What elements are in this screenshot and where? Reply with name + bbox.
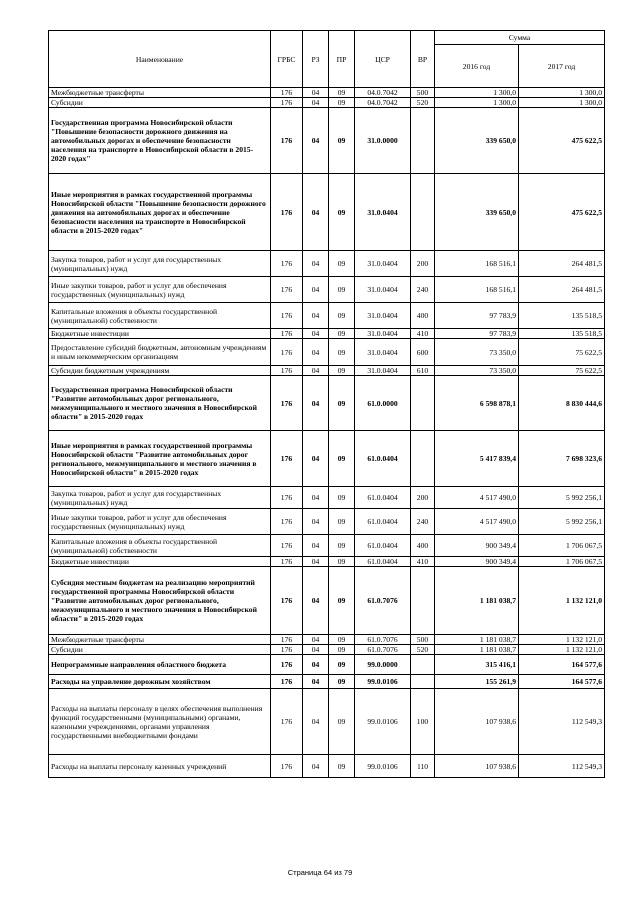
cell-name: Межбюджетные трансферты bbox=[49, 88, 271, 98]
cell-name: Закупка товаров, работ и услуг для государственных (муниципальных) нужд bbox=[49, 487, 271, 509]
table-row bbox=[49, 557, 605, 567]
cell-y2016: 315 416,1 bbox=[435, 655, 519, 675]
cell-vr bbox=[411, 431, 435, 487]
cell-y2017: 475 622,5 bbox=[519, 174, 605, 251]
budget-table-sheet bbox=[48, 30, 604, 778]
table-row bbox=[49, 755, 605, 778]
cell-grbs: 176 bbox=[271, 689, 303, 755]
cell-name: Иные закупки товаров, работ и услуг для обеспечения государственных (муниципальных) нужд bbox=[49, 277, 271, 303]
cell-y2017: 164 577,6 bbox=[519, 655, 605, 675]
cell-y2017: 1 132 121,0 bbox=[519, 635, 605, 645]
cell-pr: 09 bbox=[329, 487, 355, 509]
cell-name: Предоставление субсидий бюджетным, автономным учреждениям и иным некоммерческим организациям bbox=[49, 339, 271, 366]
cell-y2016: 107 938,6 bbox=[435, 755, 519, 778]
cell-name: Субсидия местным бюджетам на реализацию мероприятий государственной программы Новосибирской области "Развитие автомобильных дорог регионального, межмуниципального и местного значения в Новосибирской области" в 2015-2020 годах bbox=[49, 567, 271, 635]
page-number: Страница 64 из 79 bbox=[287, 868, 353, 877]
cell-y2017: 135 518,5 bbox=[519, 303, 605, 329]
cell-y2016: 168 516,1 bbox=[435, 251, 519, 277]
cell-name: Расходы на управление дорожным хозяйством bbox=[49, 675, 271, 689]
cell-csr: 99.0.0106 bbox=[355, 689, 411, 755]
header-vr: ВР bbox=[411, 31, 435, 88]
cell-rz: 04 bbox=[303, 88, 329, 98]
cell-y2016: 4 517 490,0 bbox=[435, 509, 519, 535]
cell-y2017: 1 132 121,0 bbox=[519, 645, 605, 655]
cell-pr: 09 bbox=[329, 535, 355, 557]
cell-name: Межбюджетные трансферты bbox=[49, 635, 271, 645]
cell-vr: 240 bbox=[411, 509, 435, 535]
cell-grbs: 176 bbox=[271, 303, 303, 329]
cell-rz: 04 bbox=[303, 376, 329, 431]
cell-vr bbox=[411, 675, 435, 689]
cell-pr: 09 bbox=[329, 645, 355, 655]
cell-name: Иные мероприятия в рамках государственной программы Новосибирской области "Развитие автомобильных дорог регионального, межмуниципального и местного значения в Новосибирской области" в 2015-2020 годах bbox=[49, 431, 271, 487]
cell-pr: 09 bbox=[329, 509, 355, 535]
cell-y2017: 264 481,5 bbox=[519, 277, 605, 303]
table-row bbox=[49, 635, 605, 645]
cell-name: Субсидии бюджетным учреждениям bbox=[49, 366, 271, 376]
cell-pr: 09 bbox=[329, 108, 355, 174]
cell-name: Бюджетные инвестиции bbox=[49, 329, 271, 339]
cell-csr: 04.0.7042 bbox=[355, 98, 411, 108]
header-pr: ПР bbox=[329, 31, 355, 88]
cell-vr: 600 bbox=[411, 339, 435, 366]
cell-name: Непрограммные направления областного бюджета bbox=[49, 655, 271, 675]
cell-y2017: 164 577,6 bbox=[519, 675, 605, 689]
cell-rz: 04 bbox=[303, 277, 329, 303]
cell-csr: 61.0.7076 bbox=[355, 567, 411, 635]
cell-pr: 09 bbox=[329, 557, 355, 567]
cell-y2016: 107 938,6 bbox=[435, 689, 519, 755]
cell-rz: 04 bbox=[303, 567, 329, 635]
header-csr: ЦСР bbox=[355, 31, 411, 88]
cell-csr: 61.0.0000 bbox=[355, 376, 411, 431]
cell-vr bbox=[411, 655, 435, 675]
cell-rz: 04 bbox=[303, 431, 329, 487]
cell-vr: 520 bbox=[411, 645, 435, 655]
cell-y2017: 475 622,5 bbox=[519, 108, 605, 174]
cell-y2016: 1 181 038,7 bbox=[435, 567, 519, 635]
cell-csr: 61.0.7076 bbox=[355, 635, 411, 645]
cell-y2017: 264 481,5 bbox=[519, 251, 605, 277]
table-row bbox=[49, 174, 605, 251]
table-row bbox=[49, 88, 605, 98]
cell-name: Иные закупки товаров, работ и услуг для обеспечения государственных (муниципальных) нужд bbox=[49, 509, 271, 535]
cell-rz: 04 bbox=[303, 635, 329, 645]
cell-pr: 09 bbox=[329, 635, 355, 645]
cell-grbs: 176 bbox=[271, 567, 303, 635]
cell-y2017: 5 992 256,1 bbox=[519, 487, 605, 509]
cell-rz: 04 bbox=[303, 174, 329, 251]
cell-csr: 31.0.0404 bbox=[355, 303, 411, 329]
table-row bbox=[49, 431, 605, 487]
table-row bbox=[49, 303, 605, 329]
cell-grbs: 176 bbox=[271, 557, 303, 567]
cell-y2017: 8 830 444,6 bbox=[519, 376, 605, 431]
cell-csr: 99.0.0106 bbox=[355, 755, 411, 778]
table-row bbox=[49, 567, 605, 635]
cell-csr: 31.0.0404 bbox=[355, 366, 411, 376]
cell-y2016: 900 349,4 bbox=[435, 557, 519, 567]
table-row bbox=[49, 689, 605, 755]
cell-y2017: 7 698 323,6 bbox=[519, 431, 605, 487]
cell-grbs: 176 bbox=[271, 277, 303, 303]
cell-y2017: 1 132 121,0 bbox=[519, 567, 605, 635]
cell-csr: 61.0.0404 bbox=[355, 509, 411, 535]
cell-vr: 610 bbox=[411, 366, 435, 376]
table-row bbox=[49, 339, 605, 366]
cell-pr: 09 bbox=[329, 98, 355, 108]
cell-csr: 61.0.0404 bbox=[355, 431, 411, 487]
cell-rz: 04 bbox=[303, 675, 329, 689]
cell-name: Государственная программа Новосибирской области "Развитие автомобильных дорог регионального, межмуниципального и местного значения в Новосибирской области" в 2015-2020 годах bbox=[49, 376, 271, 431]
cell-y2017: 1 300,0 bbox=[519, 98, 605, 108]
cell-vr: 410 bbox=[411, 329, 435, 339]
cell-grbs: 176 bbox=[271, 376, 303, 431]
cell-vr: 200 bbox=[411, 487, 435, 509]
cell-rz: 04 bbox=[303, 98, 329, 108]
cell-vr: 110 bbox=[411, 755, 435, 778]
cell-grbs: 176 bbox=[271, 755, 303, 778]
cell-csr: 31.0.0404 bbox=[355, 329, 411, 339]
cell-grbs: 176 bbox=[271, 535, 303, 557]
cell-y2016: 5 417 839,4 bbox=[435, 431, 519, 487]
table-row bbox=[49, 675, 605, 689]
cell-name: Субсидии bbox=[49, 645, 271, 655]
cell-rz: 04 bbox=[303, 509, 329, 535]
header-name: Наименование bbox=[49, 31, 271, 88]
header-rz: РЗ bbox=[303, 31, 329, 88]
cell-pr: 09 bbox=[329, 329, 355, 339]
table-row bbox=[49, 251, 605, 277]
table-row bbox=[49, 487, 605, 509]
cell-y2017: 75 622,5 bbox=[519, 339, 605, 366]
header-sum: Сумма bbox=[435, 31, 605, 45]
cell-rz: 04 bbox=[303, 487, 329, 509]
cell-y2017: 112 549,3 bbox=[519, 755, 605, 778]
cell-rz: 04 bbox=[303, 655, 329, 675]
cell-grbs: 176 bbox=[271, 108, 303, 174]
cell-y2017: 135 518,5 bbox=[519, 329, 605, 339]
cell-pr: 09 bbox=[329, 675, 355, 689]
cell-vr: 410 bbox=[411, 557, 435, 567]
cell-vr bbox=[411, 174, 435, 251]
cell-pr: 09 bbox=[329, 174, 355, 251]
cell-y2016: 6 598 878,1 bbox=[435, 376, 519, 431]
cell-vr: 100 bbox=[411, 689, 435, 755]
cell-csr: 31.0.0404 bbox=[355, 339, 411, 366]
cell-grbs: 176 bbox=[271, 174, 303, 251]
cell-y2016: 73 350,0 bbox=[435, 339, 519, 366]
cell-grbs: 176 bbox=[271, 655, 303, 675]
cell-rz: 04 bbox=[303, 689, 329, 755]
cell-y2016: 4 517 490,0 bbox=[435, 487, 519, 509]
cell-y2016: 339 650,0 bbox=[435, 174, 519, 251]
cell-y2017: 1 706 067,5 bbox=[519, 557, 605, 567]
cell-vr: 400 bbox=[411, 303, 435, 329]
cell-pr: 09 bbox=[329, 431, 355, 487]
cell-csr: 61.0.7076 bbox=[355, 645, 411, 655]
cell-pr: 09 bbox=[329, 655, 355, 675]
budget-table bbox=[48, 30, 605, 778]
cell-grbs: 176 bbox=[271, 88, 303, 98]
cell-name: Расходы на выплаты персоналу в целях обеспечения выполнения функций государственными (муниципальными) органами, казенными учреждениями, органами управления государственными внебюджетными фондами bbox=[49, 689, 271, 755]
cell-y2016: 1 181 038,7 bbox=[435, 645, 519, 655]
cell-pr: 09 bbox=[329, 88, 355, 98]
cell-grbs: 176 bbox=[271, 675, 303, 689]
cell-name: Капитальные вложения в объекты государственной (муниципальной) собственности bbox=[49, 535, 271, 557]
cell-csr: 61.0.0404 bbox=[355, 557, 411, 567]
cell-grbs: 176 bbox=[271, 487, 303, 509]
cell-pr: 09 bbox=[329, 303, 355, 329]
cell-vr bbox=[411, 376, 435, 431]
cell-y2016: 97 783,9 bbox=[435, 329, 519, 339]
cell-csr: 31.0.0404 bbox=[355, 277, 411, 303]
cell-y2016: 73 350,0 bbox=[435, 366, 519, 376]
table-row bbox=[49, 108, 605, 174]
cell-grbs: 176 bbox=[271, 366, 303, 376]
cell-y2016: 1 300,0 bbox=[435, 98, 519, 108]
cell-grbs: 176 bbox=[271, 98, 303, 108]
cell-grbs: 176 bbox=[271, 645, 303, 655]
cell-pr: 09 bbox=[329, 251, 355, 277]
cell-grbs: 176 bbox=[271, 329, 303, 339]
cell-y2016: 97 783,9 bbox=[435, 303, 519, 329]
cell-grbs: 176 bbox=[271, 509, 303, 535]
cell-rz: 04 bbox=[303, 557, 329, 567]
cell-vr: 200 bbox=[411, 251, 435, 277]
cell-vr bbox=[411, 108, 435, 174]
cell-vr: 400 bbox=[411, 535, 435, 557]
cell-name: Бюджетные инвестиции bbox=[49, 557, 271, 567]
cell-rz: 04 bbox=[303, 303, 329, 329]
cell-csr: 61.0.0404 bbox=[355, 487, 411, 509]
cell-grbs: 176 bbox=[271, 635, 303, 645]
cell-y2017: 5 992 256,1 bbox=[519, 509, 605, 535]
header-year-2017: 2017 год bbox=[519, 45, 605, 88]
cell-rz: 04 bbox=[303, 755, 329, 778]
cell-name: Государственная программа Новосибирской области "Повышение безопасности дорожного движения на автомобильных дорогах и обеспечение безопасности населения на транспорте в Новосибирской области в 2015-2020 годах" bbox=[49, 108, 271, 174]
cell-name: Иные мероприятия в рамках государственной программы Новосибирской области "Повышение безопасности дорожного движения на автомобильных дорогах и обеспечение безопасности населения на транспорте в Новосибирской области в 2015-2020 годах" bbox=[49, 174, 271, 251]
table-row bbox=[49, 366, 605, 376]
table-row bbox=[49, 535, 605, 557]
cell-csr: 31.0.0000 bbox=[355, 108, 411, 174]
cell-csr: 04.0.7042 bbox=[355, 88, 411, 98]
cell-rz: 04 bbox=[303, 329, 329, 339]
table-row bbox=[49, 376, 605, 431]
cell-rz: 04 bbox=[303, 251, 329, 277]
cell-vr: 500 bbox=[411, 88, 435, 98]
table-row bbox=[49, 655, 605, 675]
cell-rz: 04 bbox=[303, 645, 329, 655]
cell-name: Закупка товаров, работ и услуг для государственных (муниципальных) нужд bbox=[49, 251, 271, 277]
cell-pr: 09 bbox=[329, 689, 355, 755]
cell-pr: 09 bbox=[329, 755, 355, 778]
table-row bbox=[49, 329, 605, 339]
table-row bbox=[49, 645, 605, 655]
cell-vr: 500 bbox=[411, 635, 435, 645]
cell-y2016: 339 650,0 bbox=[435, 108, 519, 174]
cell-grbs: 176 bbox=[271, 251, 303, 277]
cell-y2017: 1 300,0 bbox=[519, 88, 605, 98]
cell-vr: 240 bbox=[411, 277, 435, 303]
cell-pr: 09 bbox=[329, 366, 355, 376]
cell-rz: 04 bbox=[303, 535, 329, 557]
cell-csr: 31.0.0404 bbox=[355, 251, 411, 277]
header-year-2016: 2016 год bbox=[435, 45, 519, 88]
cell-pr: 09 bbox=[329, 339, 355, 366]
cell-vr bbox=[411, 567, 435, 635]
cell-pr: 09 bbox=[329, 376, 355, 431]
cell-vr: 520 bbox=[411, 98, 435, 108]
cell-csr: 99.0.0000 bbox=[355, 655, 411, 675]
table-row bbox=[49, 509, 605, 535]
table-row bbox=[49, 277, 605, 303]
cell-csr: 31.0.0404 bbox=[355, 174, 411, 251]
cell-y2016: 155 261,9 bbox=[435, 675, 519, 689]
cell-name: Капитальные вложения в объекты государственной (муниципальной) собственности bbox=[49, 303, 271, 329]
cell-y2016: 168 516,1 bbox=[435, 277, 519, 303]
cell-name: Субсидии bbox=[49, 98, 271, 108]
table-row bbox=[49, 98, 605, 108]
cell-csr: 99.0.0106 bbox=[355, 675, 411, 689]
cell-rz: 04 bbox=[303, 339, 329, 366]
cell-y2016: 1 181 038,7 bbox=[435, 635, 519, 645]
cell-csr: 61.0.0404 bbox=[355, 535, 411, 557]
cell-y2017: 75 622,5 bbox=[519, 366, 605, 376]
cell-name: Расходы на выплаты персоналу казенных учреждений bbox=[49, 755, 271, 778]
cell-y2016: 900 349,4 bbox=[435, 535, 519, 557]
cell-grbs: 176 bbox=[271, 431, 303, 487]
cell-pr: 09 bbox=[329, 567, 355, 635]
cell-pr: 09 bbox=[329, 277, 355, 303]
header-grbs: ГРБС bbox=[271, 31, 303, 88]
cell-y2017: 1 706 067,5 bbox=[519, 535, 605, 557]
cell-rz: 04 bbox=[303, 366, 329, 376]
cell-rz: 04 bbox=[303, 108, 329, 174]
cell-grbs: 176 bbox=[271, 339, 303, 366]
cell-y2016: 1 300,0 bbox=[435, 88, 519, 98]
cell-y2017: 112 549,3 bbox=[519, 689, 605, 755]
